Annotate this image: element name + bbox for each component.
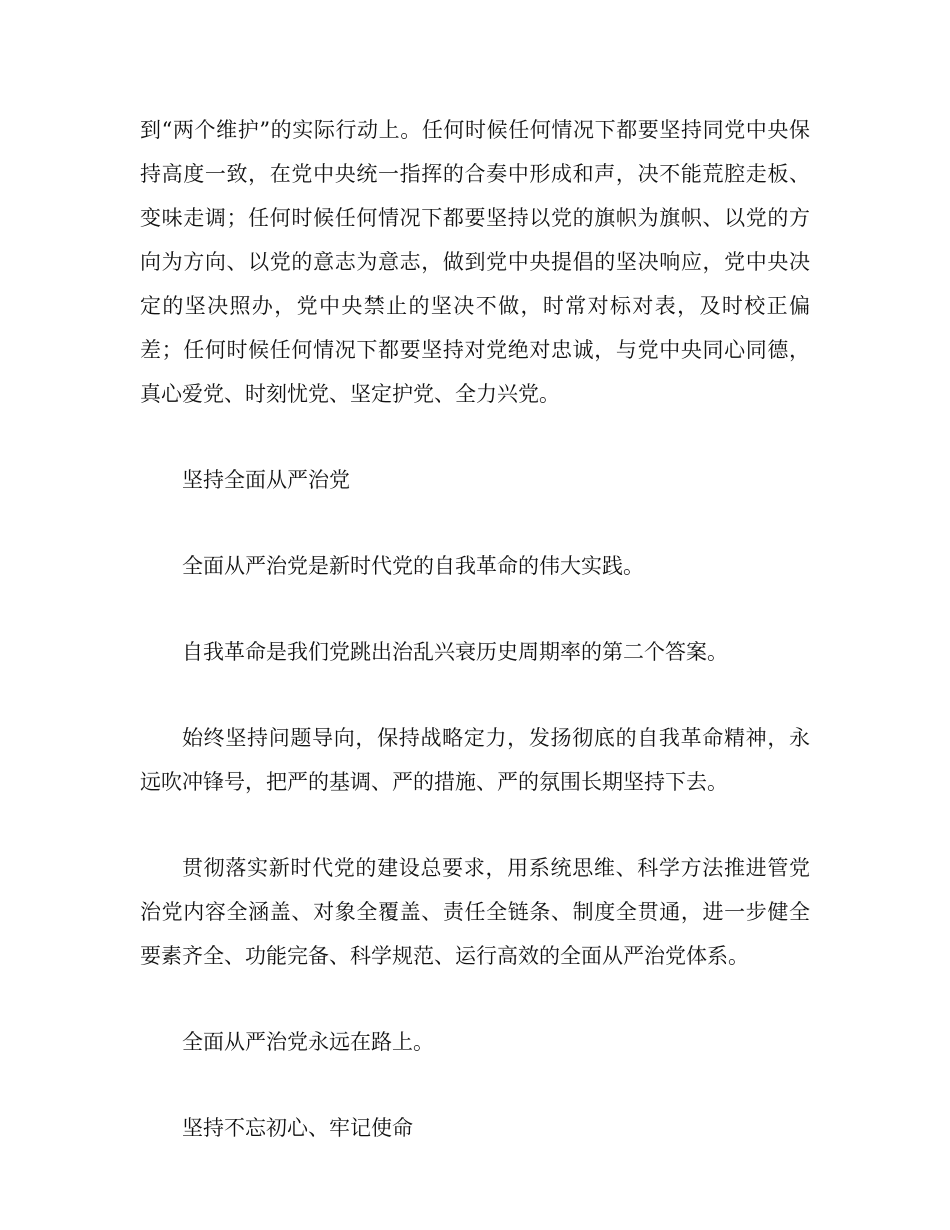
section-heading-original-aspiration: 坚持不忘初心、牢记使命: [182, 1116, 413, 1140]
document-body: [140, 108, 810, 1150]
paragraph-two-safeguards: 到“两个维护”的实际行动上。任何时候任何情况下都要坚持同党中央保持高度一致，在党中央统一指挥的合奏中形成和声，决不能荒腔走板、变味走调；任何时候任何情况下都要坚持以党的旗帜为旗帜、以党的方向为方向、以党的意志为意志，做到党中央提倡的坚决响应，党中央决定的坚决照办，党中央禁止的坚决不做，时常对标对表，及时校正偏差；任何时候任何情况下都要坚持对党绝对忠诚，与党中央同心同德，真心爱党、时刻忧党、坚定护党、全力兴党。: [140, 118, 810, 406]
paragraph-self-revolution-answer: 自我革命是我们党跳出治乱兴衰历史周期率的第二个答案。: [182, 640, 728, 664]
section-heading-strict-governance: 坚持全面从严治党: [182, 468, 350, 492]
paragraph-strict-governance-practice: 全面从严治党是新时代党的自我革命的伟大实践。: [182, 554, 644, 578]
paragraph-problem-orientation: 始终坚持问题导向，保持战略定力，发扬彻底的自我革命精神，永远吹冲锋号，把严的基调、严的措施、严的氛围长期坚持下去。: [140, 726, 810, 794]
paragraph-always-on-the-road: 全面从严治党永远在路上。: [182, 1030, 434, 1054]
paragraph-party-building-requirements: 贯彻落实新时代党的建设总要求，用系统思维、科学方法推进管党治党内容全涵盖、对象全覆盖、责任全链条、制度全贯通，进一步健全要素齐全、功能完备、科学规范、运行高效的全面从严治党体系。: [140, 856, 810, 968]
